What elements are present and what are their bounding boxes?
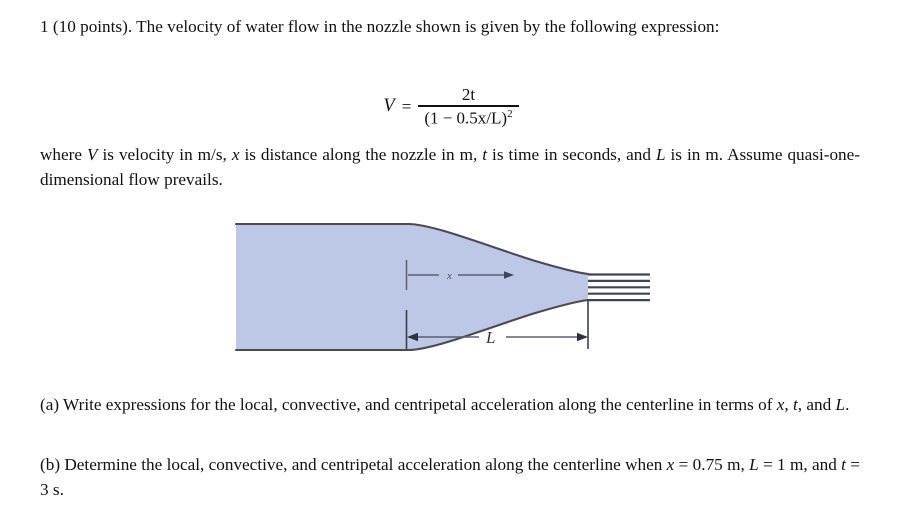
- x-dimension-label: x: [447, 270, 452, 282]
- where-clause: where V is velocity in m/s, x is distance along the nozzle in m, t is time in seconds, and L is in m. Assume quasi-one-dimensional flow prevails.: [40, 145, 860, 189]
- equation-fraction: [418, 86, 518, 128]
- exit-jet-streamlines: [588, 275, 650, 301]
- denominator-base: (1 − 0.5x/L): [424, 108, 508, 128]
- equation-lhs: V: [383, 96, 395, 117]
- velocity-equation: [0, 86, 902, 128]
- equation-relation: =: [401, 96, 412, 116]
- L-arrowhead-right: [577, 333, 588, 341]
- nozzle-body-fill: [236, 224, 588, 350]
- nozzle-diagram-svg: [232, 212, 652, 362]
- problem-statement: 1 (10 points). The velocity of water flow in the nozzle shown is given by the following expression:: [40, 17, 720, 36]
- nozzle-figure: [232, 212, 652, 362]
- denominator-exponent: 2: [507, 107, 513, 120]
- equation-denominator: [418, 107, 518, 128]
- L-dimension-label: L: [486, 328, 496, 347]
- equation-numerator: 2t: [461, 85, 476, 104]
- part-a-text: (a) Write expressions for the local, convective, and centripetal acceleration along the centerline in terms of x, t, and L.: [40, 395, 850, 414]
- part-b-text: (b) Determine the local, convective, and centripetal acceleration along the centerline when x = 0.75 m, L = 1 m, and t = 3 s.: [40, 455, 860, 499]
